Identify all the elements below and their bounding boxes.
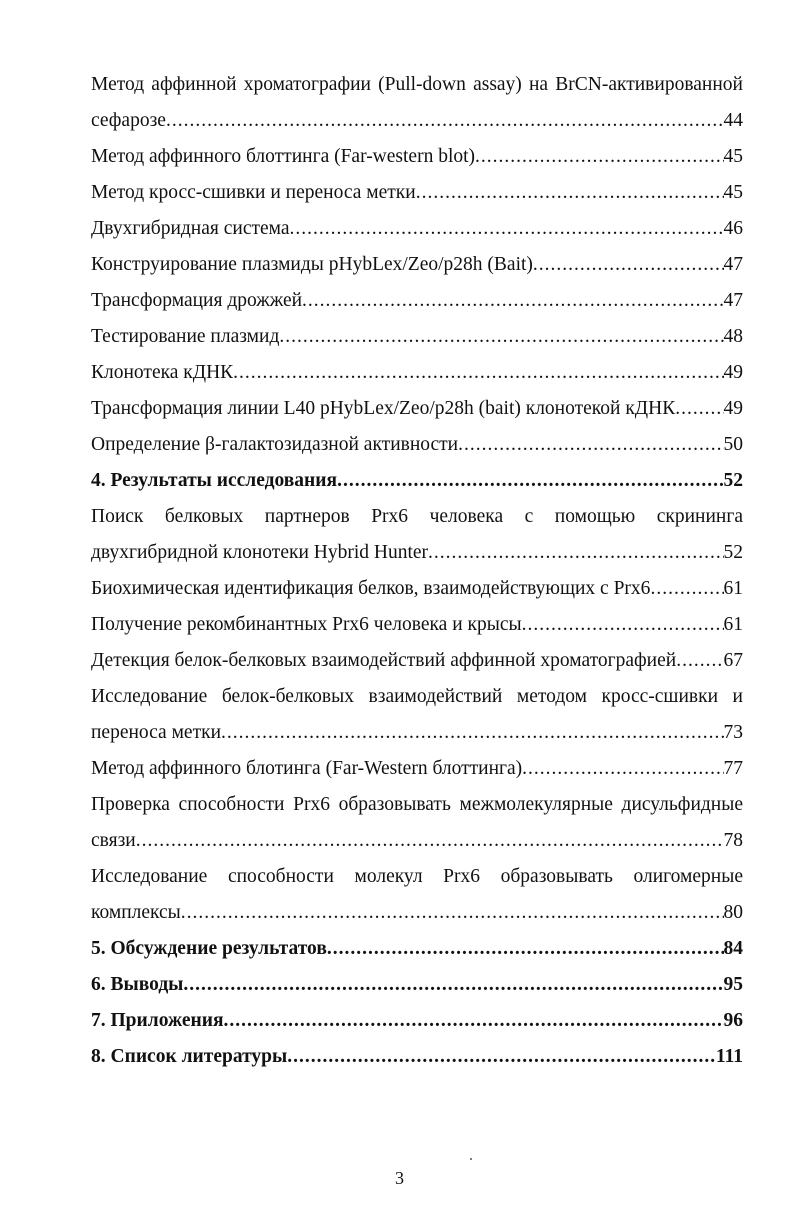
toc-entry-title: Двухгибридная система bbox=[91, 218, 290, 239]
toc-entry-page: 77 bbox=[723, 758, 743, 779]
toc-entry-page: 47 bbox=[723, 290, 743, 311]
toc-entry-title: Метод аффинного блоттинга (Far-western blot) bbox=[91, 146, 476, 167]
page-number: 3 bbox=[395, 1168, 404, 1188]
toc-entry-title: 4. Результаты исследования bbox=[91, 470, 338, 491]
toc-section-heading bbox=[91, 931, 743, 967]
toc-leader-dots bbox=[458, 427, 723, 463]
toc-entry-page: 96 bbox=[723, 1010, 743, 1031]
toc-entry-page: 78 bbox=[723, 830, 743, 851]
toc-entry-page: 73 bbox=[723, 722, 743, 743]
toc-entry-title: Клонотека кДНК bbox=[91, 362, 234, 383]
table-of-contents bbox=[91, 67, 743, 1075]
toc-entry bbox=[91, 283, 743, 319]
scan-speck bbox=[470, 1158, 472, 1160]
toc-section-heading bbox=[91, 463, 743, 499]
toc-entry-lead: Исследование способности молекул Prx6 образовывать олигомерные bbox=[91, 866, 743, 887]
toc-entry-page: 49 bbox=[723, 362, 743, 383]
toc-entry bbox=[91, 643, 743, 679]
toc-entry bbox=[91, 571, 743, 607]
toc-entry-title: Конструирование плазмиды pHybLex/Zeo/p28h (Bait) bbox=[91, 254, 533, 275]
toc-entry bbox=[91, 175, 743, 211]
toc-leader-dots bbox=[428, 535, 723, 571]
toc-leader-dots bbox=[221, 715, 723, 751]
toc-leader-dots bbox=[233, 355, 723, 391]
toc-entry-title: комплексы bbox=[91, 902, 181, 923]
toc-entry bbox=[91, 535, 743, 571]
toc-entry-title: Трансформация линии L40 pHybLex/Zeo/p28h (bait) клонотекой кДНК bbox=[91, 398, 676, 419]
toc-entry-title: Метод аффинного блотинга (Far-Western блоттинга) bbox=[91, 758, 523, 779]
toc-leader-dots bbox=[327, 931, 724, 967]
toc-entry-page: 61 bbox=[723, 614, 743, 635]
toc-leader-dots bbox=[650, 571, 723, 607]
toc-entry-lead: Исследование белок-белковых взаимодействий методом кросс-сшивки и bbox=[91, 686, 743, 707]
toc-entry-title: Тестирование плазмид bbox=[91, 326, 280, 347]
toc-entry-page: 61 bbox=[723, 578, 743, 599]
toc-leader-dots bbox=[522, 607, 724, 643]
toc-entry bbox=[91, 247, 743, 283]
toc-entry-title: Детекция белок-белковых взаимодействий аффинной хроматографией bbox=[91, 650, 677, 671]
toc-entry-page: 50 bbox=[723, 434, 743, 455]
toc-entry-title: Трансформация дрожжей bbox=[91, 290, 303, 311]
toc-leader-dots bbox=[416, 175, 724, 211]
toc-entry bbox=[91, 895, 743, 931]
toc-entry-title: 5. Обсуждение результатов bbox=[91, 938, 327, 959]
toc-leader-dots bbox=[287, 1039, 716, 1075]
toc-leader-dots bbox=[337, 463, 723, 499]
toc-leader-dots bbox=[183, 967, 723, 1003]
toc-entry-title: 7. Приложения bbox=[91, 1010, 224, 1031]
toc-entry bbox=[91, 751, 743, 787]
toc-entry-title: двухгибридной клонотеки Hybrid Hunter bbox=[91, 542, 429, 563]
toc-entry bbox=[91, 823, 743, 859]
toc-section-heading bbox=[91, 967, 743, 1003]
toc-entry-title: 8. Список литературы bbox=[91, 1046, 288, 1067]
toc-entry-title: Определение β-галактозидазной активности bbox=[91, 434, 459, 455]
toc-entry bbox=[91, 211, 743, 247]
toc-entry-page: 111 bbox=[715, 1046, 743, 1067]
toc-entry-page: 52 bbox=[723, 542, 743, 563]
toc-leader-dots bbox=[290, 211, 724, 247]
toc-entry bbox=[91, 103, 743, 139]
toc-leader-dots bbox=[181, 895, 724, 931]
toc-leader-dots bbox=[522, 751, 723, 787]
toc-entry-lead: Метод аффинной хроматографии (Pull-down assay) на BrCN-активированной bbox=[91, 74, 743, 95]
toc-entry-title: Биохимическая идентификация белков, взаимодействующих с Prx6 bbox=[91, 578, 651, 599]
toc-leader-dots bbox=[166, 103, 724, 139]
toc-entry bbox=[91, 391, 743, 427]
toc-section-heading bbox=[91, 1003, 743, 1039]
toc-entry-title: Метод кросс-сшивки и переноса метки bbox=[91, 182, 416, 203]
toc-entry-lead: Поиск белковых партнеров Prx6 человека с помощью скрининга bbox=[91, 506, 743, 527]
toc-leader-dots bbox=[676, 643, 723, 679]
toc-leader-dots bbox=[675, 391, 723, 427]
toc-entry-page: 95 bbox=[723, 974, 743, 995]
toc-entry bbox=[91, 139, 743, 175]
toc-entry-page: 67 bbox=[723, 650, 743, 671]
toc-entry-page: 49 bbox=[723, 398, 743, 419]
toc-entry-page: 84 bbox=[723, 938, 743, 959]
toc-leader-dots bbox=[533, 247, 724, 283]
toc-leader-dots bbox=[279, 319, 723, 355]
toc-leader-dots bbox=[475, 139, 723, 175]
toc-entry-page: 48 bbox=[723, 326, 743, 347]
toc-leader-dots bbox=[224, 1003, 724, 1039]
toc-entry bbox=[91, 427, 743, 463]
toc-entry-title: сефарозе bbox=[91, 110, 166, 131]
toc-entry-page: 47 bbox=[723, 254, 743, 275]
toc-entry bbox=[91, 319, 743, 355]
toc-entry-page: 45 bbox=[723, 182, 743, 203]
toc-entry-lead: Проверка способности Prx6 образовывать межмолекулярные дисульфидные bbox=[91, 794, 743, 815]
toc-entry-page: 44 bbox=[723, 110, 743, 131]
toc-entry-page: 80 bbox=[723, 902, 743, 923]
toc-entry-title: 6. Выводы bbox=[91, 974, 184, 995]
toc-entry-page: 46 bbox=[723, 218, 743, 239]
toc-entry-page: 45 bbox=[723, 146, 743, 167]
toc-entry-title: переноса метки bbox=[91, 722, 222, 743]
toc-leader-dots bbox=[302, 283, 723, 319]
toc-entry bbox=[91, 715, 743, 751]
toc-entry-title: Получение рекомбинантных Prx6 человека и крысы bbox=[91, 614, 522, 635]
toc-entry bbox=[91, 355, 743, 391]
toc-entry-page: 52 bbox=[723, 470, 743, 491]
toc-entry-title: связи bbox=[91, 830, 136, 851]
toc-entry bbox=[91, 607, 743, 643]
toc-leader-dots bbox=[136, 823, 724, 859]
toc-section-heading bbox=[91, 1039, 743, 1075]
